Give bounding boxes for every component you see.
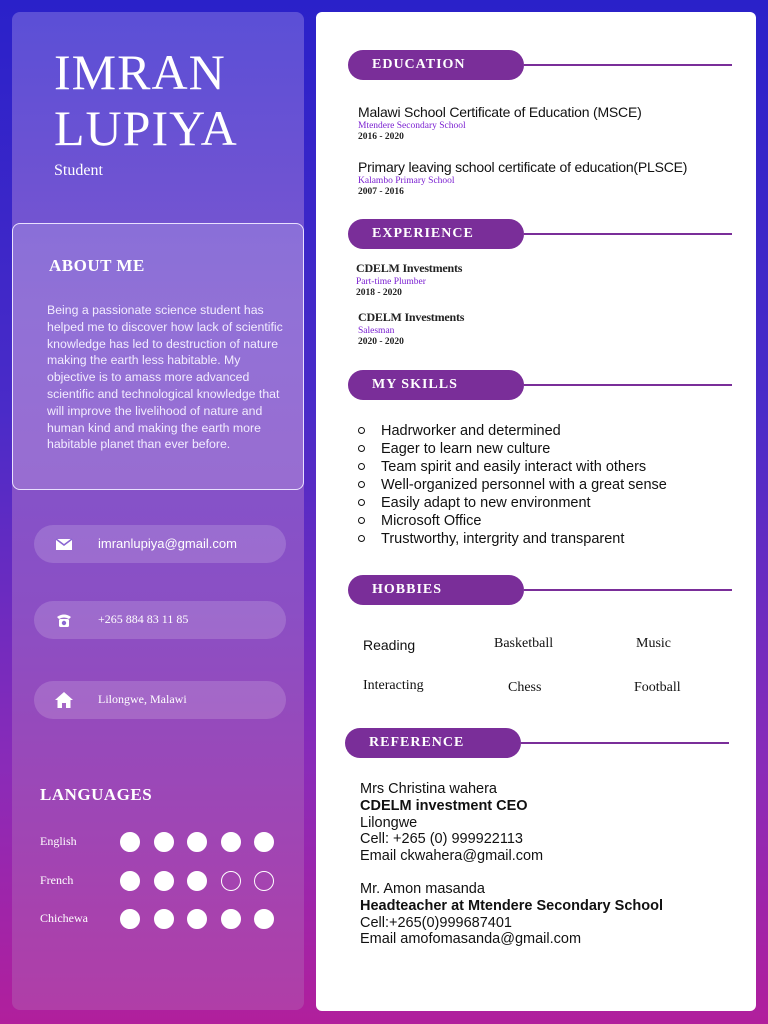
experience-heading: EXPERIENCE xyxy=(348,219,524,249)
skill-item xyxy=(358,512,667,530)
language-level-dot xyxy=(154,909,174,929)
reference-position: CDELM investment CEO xyxy=(360,797,528,814)
main-panel xyxy=(316,12,756,1011)
bullet-icon xyxy=(358,463,365,470)
education-years: 2007 - 2016 xyxy=(358,187,404,197)
skill-text: Hadrworker and determined xyxy=(381,423,561,439)
language-name: French xyxy=(40,873,74,887)
language-level-dot xyxy=(187,909,207,929)
qualification: Primary leaving school certificate of education(PLSCE) xyxy=(358,159,688,175)
reference-item xyxy=(360,781,543,865)
hobby-item: Music xyxy=(636,636,671,651)
language-level-dot xyxy=(187,832,207,852)
email-text: imranlupiya@gmail.com xyxy=(98,536,237,551)
language-level-dot xyxy=(120,871,140,891)
sidebar-panel xyxy=(12,12,304,1010)
reference-email[interactable]: Email ckwahera@gmail.com xyxy=(360,848,544,865)
job-position: Part-time Plumber xyxy=(356,277,426,287)
experience-section-header xyxy=(348,219,732,249)
email-contact[interactable] xyxy=(34,525,286,563)
reference-section-header xyxy=(345,728,729,758)
reference-cell: Cell: +265 (0) 999922113 xyxy=(360,831,523,848)
company-name: CDELM Investments xyxy=(358,310,465,324)
experience-item xyxy=(356,261,462,298)
address-text: Lilongwe, Malawi xyxy=(98,692,187,706)
skill-text: Microsoft Office xyxy=(381,513,482,529)
about-me-card xyxy=(12,223,304,490)
skill-item xyxy=(358,476,667,494)
reference-email[interactable]: Email amofomasanda@gmail.com xyxy=(360,931,582,948)
last-name: LUPIYA xyxy=(54,100,238,156)
hobby-item: Interacting xyxy=(363,678,424,693)
hobby-item: Reading xyxy=(363,637,416,653)
language-level-dot xyxy=(221,832,241,852)
company-name: CDELM Investments xyxy=(356,261,463,275)
education-item xyxy=(358,104,642,142)
skill-text: Easily adapt to new environment xyxy=(381,495,591,511)
bullet-icon xyxy=(358,517,365,524)
bullet-icon xyxy=(358,445,365,452)
language-name: English xyxy=(40,834,77,848)
skill-item xyxy=(358,458,667,476)
hobbies-section-header xyxy=(348,575,732,605)
experience-divider xyxy=(524,233,732,235)
education-divider xyxy=(524,64,732,66)
language-level-dot xyxy=(221,871,241,891)
skills-divider xyxy=(524,384,732,386)
skills-list xyxy=(358,422,667,548)
telephone-icon xyxy=(54,610,74,630)
language-row xyxy=(40,909,300,931)
language-level-dot xyxy=(221,909,241,929)
reference-name: Mr. Amon masanda xyxy=(360,881,485,897)
experience-item xyxy=(358,310,464,347)
reference-item xyxy=(360,881,663,948)
education-years: 2016 - 2020 xyxy=(358,132,404,142)
address-contact xyxy=(34,681,286,719)
skill-text: Team spirit and easily interact with others xyxy=(381,459,647,475)
experience-years: 2020 - 2020 xyxy=(358,337,404,347)
bullet-icon xyxy=(358,535,365,542)
reference-cell: Cell:+265(0)999687401 xyxy=(360,914,512,931)
first-name: IMRAN xyxy=(54,44,226,100)
education-heading: EDUCATION xyxy=(348,50,524,80)
language-level-dot xyxy=(120,832,140,852)
about-me-text: Being a passionate science student has helped me to discover how lack of scientific knowledge has led to destruction of nature making the earth less habitable. My objective is to amass more advanced scientific and technological knowledge that will improve the livelihood of nature and human kind and making the earth more habitable planet than ever before. xyxy=(47,303,283,452)
hobbies-divider xyxy=(524,589,732,591)
language-name: Chichewa xyxy=(40,911,88,925)
skill-text: Eager to learn new culture xyxy=(381,441,551,457)
language-level-dot xyxy=(254,871,274,891)
envelope-icon xyxy=(54,534,74,554)
qualification: Malawi School Certificate of Education (MSCE) xyxy=(358,104,642,120)
skills-section-header xyxy=(348,370,732,400)
hobby-item: Chess xyxy=(508,680,542,695)
bullet-icon xyxy=(358,427,365,434)
hobby-item: Basketball xyxy=(494,636,554,651)
language-level-dot xyxy=(254,832,274,852)
experience-years: 2018 - 2020 xyxy=(356,288,402,298)
skill-item xyxy=(358,422,667,440)
language-level-dot xyxy=(120,909,140,929)
full-name xyxy=(54,44,238,156)
skill-item xyxy=(358,440,667,458)
school-name: Kalambo Primary School xyxy=(358,176,455,186)
bullet-icon xyxy=(358,499,365,506)
home-icon xyxy=(54,690,74,710)
hobbies-heading: HOBBIES xyxy=(348,575,524,605)
languages-heading: LANGUAGES xyxy=(40,785,153,804)
education-item xyxy=(358,159,687,197)
skill-text: Trustworthy, intergrity and transparent xyxy=(381,531,625,547)
about-me-heading: ABOUT ME xyxy=(49,256,145,275)
reference-heading: REFERENCE xyxy=(345,728,521,758)
skill-item xyxy=(358,494,667,512)
language-level-dot xyxy=(154,832,174,852)
bullet-icon xyxy=(358,481,365,488)
job-position: Salesman xyxy=(358,326,395,336)
language-row xyxy=(40,832,300,854)
language-level-dot xyxy=(187,871,207,891)
language-row xyxy=(40,871,300,893)
school-name: Mtendere Secondary School xyxy=(358,121,466,131)
skills-heading: MY SKILLS xyxy=(348,370,524,400)
education-section-header xyxy=(348,50,732,80)
reference-name: Mrs Christina wahera xyxy=(360,781,497,797)
language-level-dot xyxy=(254,909,274,929)
role-title: Student xyxy=(54,162,103,179)
hobby-item: Football xyxy=(634,680,681,695)
skill-item xyxy=(358,530,667,548)
reference-divider xyxy=(521,742,729,744)
reference-position: Headteacher at Mtendere Secondary School xyxy=(360,897,663,914)
reference-location: Lilongwe xyxy=(360,814,418,831)
skill-text: Well-organized personnel with a great sense xyxy=(381,477,667,493)
language-level-dot xyxy=(154,871,174,891)
phone-contact[interactable] xyxy=(34,601,286,639)
phone-text: +265 884 83 11 85 xyxy=(98,612,189,626)
